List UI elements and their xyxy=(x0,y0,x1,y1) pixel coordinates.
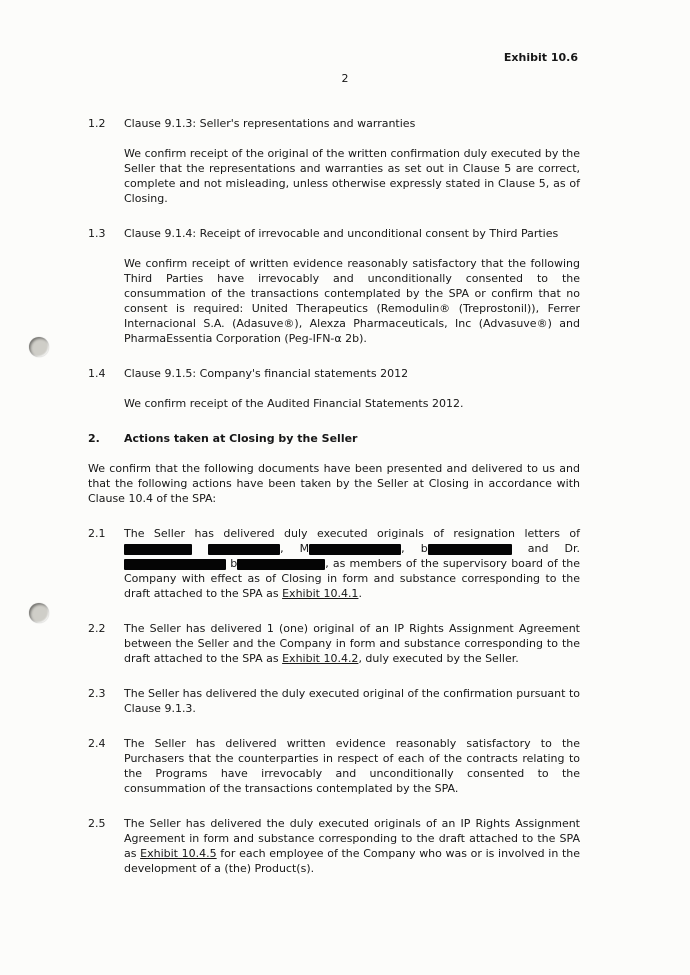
item-number: 2.5 xyxy=(88,817,106,830)
list-item-2-2 xyxy=(88,621,580,666)
text-segment: We confirm receipt of the original of the written confirmation duly executed by the Seller that the representations and warranties as set out in Clause 5 are correct, complete and not misleading, unless otherwise expressly stated in Clause 5, as of Closing. xyxy=(124,147,580,205)
item-number: 2.3 xyxy=(88,687,106,700)
item-body xyxy=(124,816,580,876)
redaction-bar xyxy=(428,544,512,555)
item-number: 2.2 xyxy=(88,622,106,635)
clause-body xyxy=(124,396,580,411)
item-content xyxy=(124,816,580,876)
text-segment: The Seller has delivered the duly executed originals of an IP Rights Assignment Agreement in form and substance corresponding to the draft attached to the SPA as xyxy=(124,817,580,860)
item-body xyxy=(124,686,580,716)
clause-number: 1.4 xyxy=(88,367,106,380)
clause-heading: Clause 9.1.5: Company's financial statements 2012 xyxy=(124,367,409,380)
section-2-intro: We confirm that the following documents have been presented and delivered to us and that the following actions have been taken by the Seller at Closing in accordance with Clause 10.4 of the SPA: xyxy=(88,462,580,505)
item-number: 2.1 xyxy=(88,527,106,540)
exhibit-reference: Exhibit 10.4.2 xyxy=(282,652,359,665)
text-segment: for each employee of the Company who was or is involved in the development of a (the) Product(s). xyxy=(124,847,581,875)
list-item-2-1 xyxy=(88,526,580,601)
clause-content xyxy=(124,116,580,206)
item-content xyxy=(124,621,580,666)
exhibit-reference: Exhibit 10.4.5 xyxy=(140,847,217,860)
text-segment: We confirm receipt of the Audited Financial Statements 2012. xyxy=(124,397,464,410)
list-item-2-5 xyxy=(88,816,580,876)
redaction-bar xyxy=(124,559,226,570)
clause-body xyxy=(124,256,580,346)
redaction-bar xyxy=(309,544,401,555)
exhibit-reference: Exhibit 10.4.1 xyxy=(282,587,359,600)
clause-heading: Clause 9.1.4: Receipt of irrevocable and unconditional consent by Third Parties xyxy=(124,227,559,240)
text-segment: The Seller has delivered the duly executed original of the confirmation pursuant to Clause 9.1.3. xyxy=(124,687,580,715)
clause-content xyxy=(124,366,580,411)
clause-item-1-3 xyxy=(88,226,580,346)
clause-item-1-2 xyxy=(88,116,580,206)
text-segment: , b xyxy=(401,542,428,555)
document-body xyxy=(88,116,580,896)
item-body xyxy=(124,736,580,796)
text-segment: , duly executed by the Seller. xyxy=(358,652,519,665)
item-content xyxy=(124,736,580,796)
item-body xyxy=(124,621,580,666)
list-item-2-3 xyxy=(88,686,580,716)
section-heading: Actions taken at Closing by the Seller xyxy=(124,432,358,445)
hole-punch-mark xyxy=(29,603,49,623)
item-body xyxy=(124,526,580,601)
clause-content xyxy=(124,226,580,346)
clause-heading: Clause 9.1.3: Seller's representations and warranties xyxy=(124,117,416,130)
text-segment: The Seller has delivered duly executed originals of resignation letters of xyxy=(124,527,580,540)
text-segment: . xyxy=(358,587,362,600)
page-number: 2 xyxy=(341,72,349,85)
text-segment: and Dr. xyxy=(511,542,581,555)
text-segment: The Seller has delivered 1 (one) original of an IP Rights Assignment Agreement between the Seller and the Company in form and substance corresponding to the draft attached to the SPA as xyxy=(124,622,580,665)
item-content xyxy=(124,686,580,716)
item-number: 2.4 xyxy=(88,737,106,750)
text-segment xyxy=(192,542,208,555)
clause-body xyxy=(124,146,580,206)
text-segment: The Seller has delivered written evidence reasonably satisfactory to the Purchasers that the counterparties in respect of each of the contracts relating to the Programs have irrevocably and unconditionally consented to the consummation of the transactions contemplated by the SPA. xyxy=(124,737,580,795)
section-number: 2. xyxy=(88,432,100,445)
item-content xyxy=(124,526,580,601)
redaction-bar xyxy=(237,559,325,570)
section-heading-content xyxy=(124,431,580,446)
hole-punch-mark xyxy=(29,337,49,357)
clause-item-1-4 xyxy=(88,366,580,411)
redaction-bar xyxy=(208,544,280,555)
section-2-heading-row xyxy=(88,431,580,446)
text-segment: We confirm receipt of written evidence reasonably satisfactory that the following Third Parties have irrevocably and unconditionally consented to the consummation of the transactions contemplated by the SPA or confirm that no consent is required: United Therapeutics (Remodulin® (Treprostonil)), Ferrer Internacional S.A. (Adasuve®), Alexza Pharmaceuticals, Inc (Advasuve®) and PharmaEssentia Corporation (Peg-IFN-α 2b). xyxy=(124,257,580,345)
clause-number: 1.3 xyxy=(88,227,106,240)
text-segment: , as members of the supervisory board of the Company with effect as of Closing in form and substance corresponding to the draft attached to the SPA as xyxy=(124,557,580,600)
clause-number: 1.2 xyxy=(88,117,106,130)
text-segment: b xyxy=(226,557,238,570)
redaction-bar xyxy=(124,544,192,555)
text-segment: , M xyxy=(280,542,310,555)
list-item-2-4 xyxy=(88,736,580,796)
exhibit-label: Exhibit 10.6 xyxy=(503,51,578,64)
